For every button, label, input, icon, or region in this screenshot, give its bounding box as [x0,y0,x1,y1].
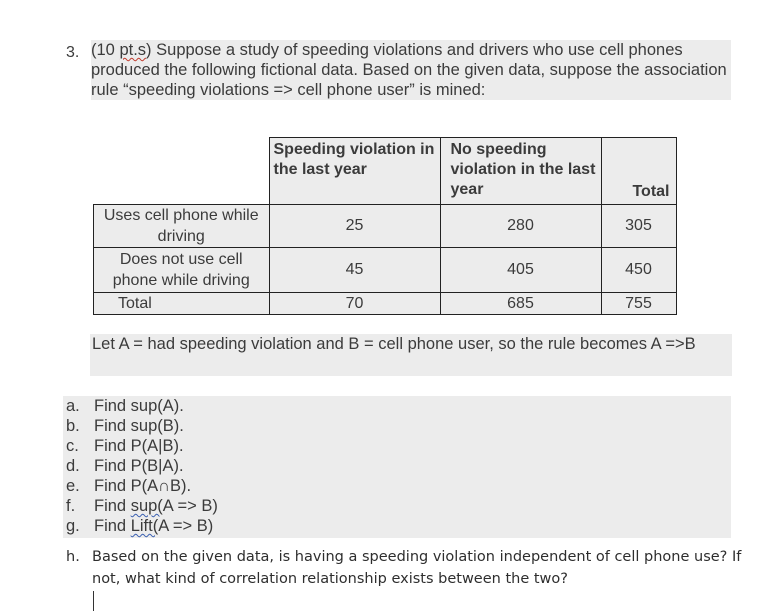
question-text: Suppose a study of speeding violations and drivers who use cell phones produced the following fictional data. Based on the given data, suppose the association rule “speeding violations => cell phone user” is mined: [91,41,727,99]
final-question-label: h. [66,549,80,565]
cell-value: 755 [601,293,676,315]
cell-value: 450 [601,248,676,293]
cell-value: 45 [269,248,440,293]
contingency-table [93,137,677,315]
list-item: g. Find Lift(A => B) [66,517,214,535]
row-label-total: Total [94,293,270,315]
cell-value: 70 [269,293,440,315]
cell-value: 305 [601,205,676,248]
list-item: c. Find P(A|B). [66,437,184,455]
list-item: f. Find sup(A => B) [66,497,218,515]
list-item: d. Find P(B|A). [66,457,184,475]
cell-value: 25 [269,205,440,248]
list-item: a. Find sup(A). [66,397,184,415]
points-prefix: (10 [91,41,120,59]
table-row [94,248,677,293]
question-text-block [91,40,731,100]
final-question-text: Based on the given data, is having a speeding violation independent of cell phone use? If not, what kind of correlation relationship exists between the two? [92,549,742,587]
table-row [94,205,677,248]
col-header-total: Total [601,138,676,205]
row-label-uses-phone: Uses cell phone while driving [94,205,270,248]
definition-text: Let A = had speeding violation and B = cell phone user, so the rule becomes A =>B [90,334,732,376]
subquestion-list [63,396,731,538]
list-item: b. Find sup(B). [66,417,184,435]
row-label-no-phone: Does not use cell phone while driving [94,248,270,293]
col-header-speeding: Speeding violation in the last year [269,138,440,205]
cell-value: 685 [440,293,601,315]
table-row [94,293,677,315]
list-item: e. Find P(A∩B). [66,477,192,495]
points-suffix: ) [146,41,152,59]
points-word: pt.s [119,41,147,59]
text-cursor[interactable] [93,591,94,611]
col-header-no-speeding: No speeding violation in the last year [440,138,601,205]
question-number: 3. [66,44,80,61]
cell-value: 280 [440,205,601,248]
cell-value: 405 [440,248,601,293]
